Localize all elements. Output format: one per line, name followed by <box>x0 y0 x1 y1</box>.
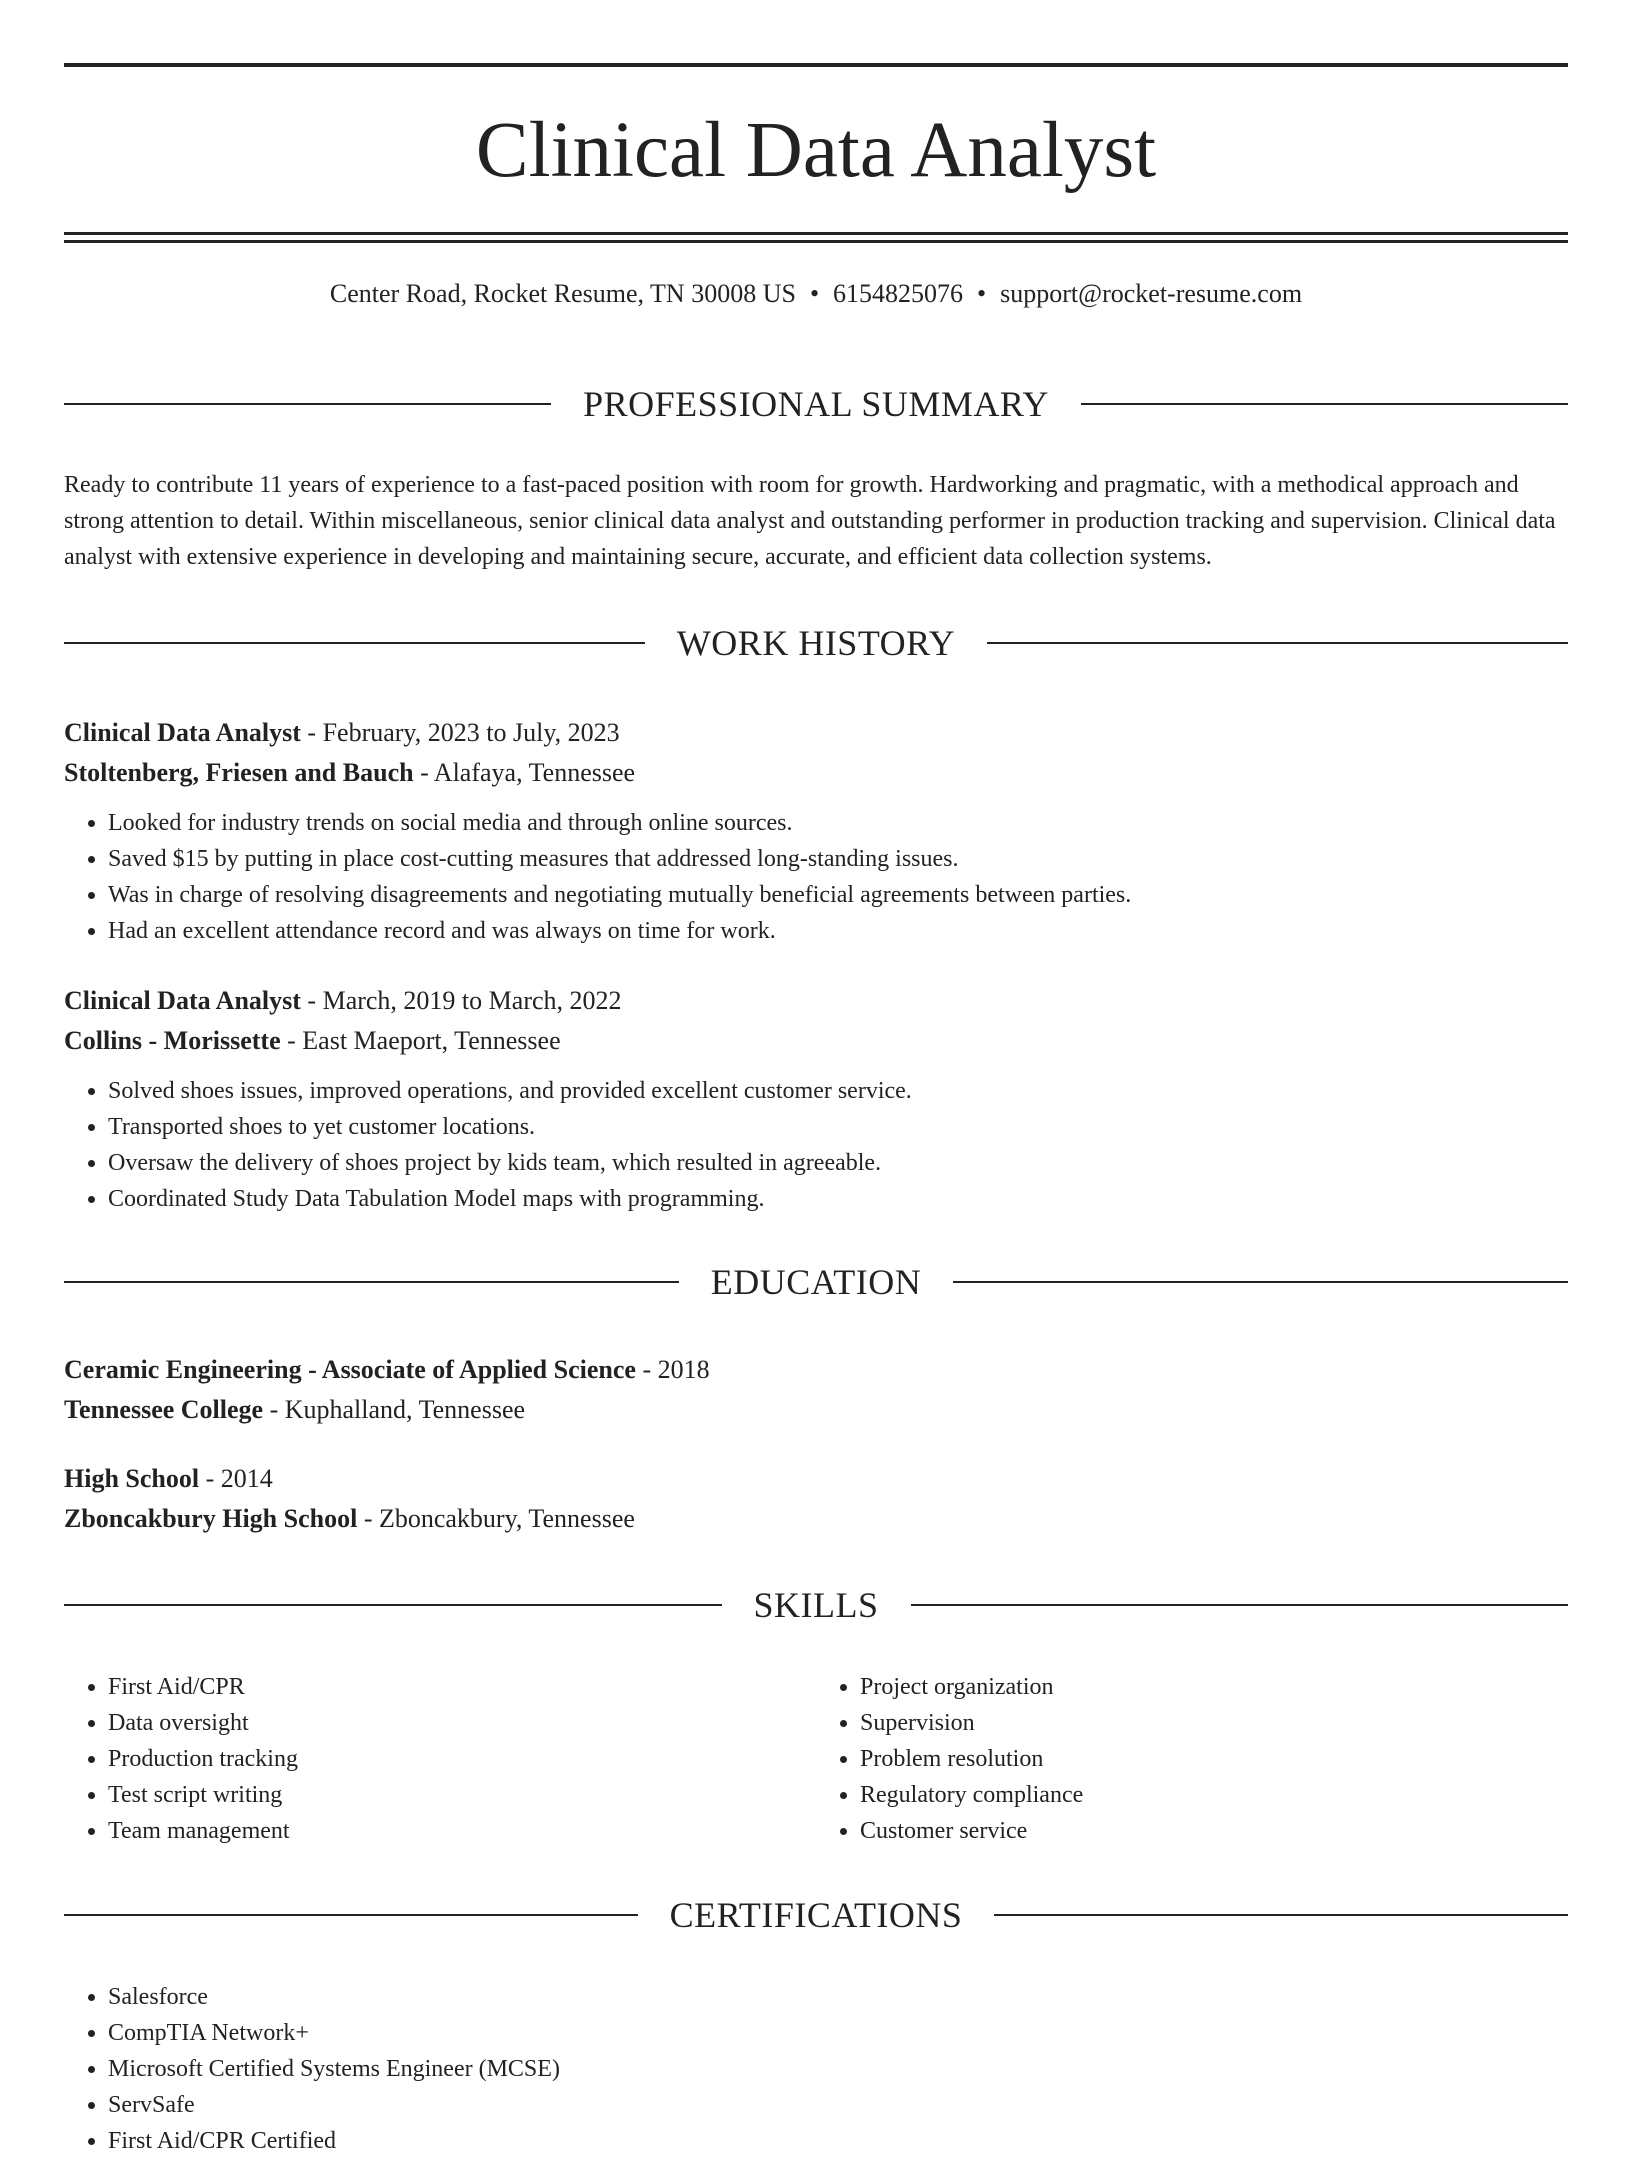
degree-line <box>64 1350 1568 1390</box>
heading-rule <box>953 1281 1568 1283</box>
skill-item: • Problem resolution <box>860 1741 1568 1777</box>
school-name: Zboncakbury High School <box>64 1504 358 1534</box>
job-bullets <box>64 1073 1568 1217</box>
school-line <box>64 1390 1568 1430</box>
school-location: - Kuphalland, Tennessee <box>263 1395 526 1425</box>
education-title: EDUCATION <box>710 1262 922 1303</box>
education-entry <box>64 1459 1568 1539</box>
summary-text: Ready to contribute 11 years of experience to a fast-paced position with room for growth. Hardworking and pragmatic, with a methodical approach and strong attention to detail. Within miscellaneous, senior clinical data analyst and outstanding performer in production tracking and supervision. Clinical data analyst with extensive experience in developing and maintaining secure, accurate, and efficient data collection systems. <box>64 471 1556 570</box>
company-name: Stoltenberg, Friesen and Bauch <box>64 757 414 787</box>
heading-rule <box>64 1604 722 1606</box>
heading-rule <box>911 1604 1569 1606</box>
school-location: - Zboncakbury, Tennessee <box>357 1504 635 1534</box>
contact-separator: • <box>977 279 987 308</box>
education-heading <box>64 1231 1568 1335</box>
contact-separator: • <box>809 279 820 308</box>
skill-item: • Test script writing <box>108 1777 816 1813</box>
list-item: • Solved shoes issues, improved operations, and provided excellent customer service. <box>108 1073 1568 1109</box>
list-item: • Was in charge of resolving disagreements and negotiating mutually beneficial agreements between parties. <box>108 877 1568 913</box>
skill-item: • First Aid/CPR <box>108 1669 816 1705</box>
education-entry <box>64 1350 1568 1430</box>
list-item: • Looked for industry trends on social media and through online sources. <box>108 805 1568 841</box>
list-item: • Coordinated Study Data Tabulation Model maps with programming. <box>108 1181 1568 1217</box>
skill-item: • Project organization <box>860 1669 1568 1705</box>
resume-name: Clinical Data Analyst <box>475 107 1157 194</box>
heading-rule <box>64 642 645 644</box>
degree-year: - 2014 <box>199 1464 273 1494</box>
skill-item: • Customer service <box>860 1813 1568 1849</box>
school-line <box>64 1499 1568 1539</box>
work-heading <box>64 591 1568 695</box>
heading-rule <box>64 1281 679 1283</box>
heading-rule <box>1081 403 1568 405</box>
degree-name: High School <box>64 1464 200 1494</box>
company-line <box>64 753 1568 793</box>
certifications-list <box>64 1979 1568 2159</box>
work-entry <box>64 981 1568 1217</box>
certification-item: • Salesforce <box>108 1979 1568 2015</box>
heading-rule <box>64 403 551 405</box>
degree-line <box>64 1459 1568 1499</box>
company-location: - East Maeport, Tennessee <box>280 1025 561 1055</box>
degree-year: - 2018 <box>635 1355 710 1385</box>
skills-column-left <box>64 1669 816 1849</box>
list-item: • Oversaw the delivery of shoes project by kids team, which resulted in agreeable. <box>108 1145 1568 1181</box>
degree-name: Ceramic Engineering - Associate of Applied Science <box>64 1355 636 1385</box>
job-title: Clinical Data Analyst <box>64 717 301 747</box>
summary-title: PROFESSIONAL SUMMARY <box>583 383 1049 424</box>
skill-item: • Supervision <box>860 1705 1568 1741</box>
skills-title: SKILLS <box>753 1585 879 1626</box>
company-line <box>64 1021 1568 1061</box>
heading-rule <box>64 1914 638 1916</box>
job-bullets <box>64 805 1568 949</box>
skill-item: • Data oversight <box>108 1705 816 1741</box>
skill-item: • Regulatory compliance <box>860 1777 1568 1813</box>
job-title: Clinical Data Analyst <box>64 985 301 1015</box>
company-location: - Alafaya, Tennessee <box>413 757 636 787</box>
certifications-heading <box>64 1863 1568 1967</box>
certification-item: • Microsoft Certified Systems Engineer (MCSE) <box>108 2051 1568 2087</box>
list-item: • Transported shoes to yet customer locations. <box>108 1109 1568 1145</box>
job-title-line <box>64 713 1568 753</box>
school-name: Tennessee College <box>64 1395 264 1425</box>
contact-address: Center Road, Rocket Resume, TN 30008 US <box>329 279 796 308</box>
job-title-line <box>64 981 1568 1021</box>
certification-item: • CompTIA Network+ <box>108 2015 1568 2051</box>
contact-email: support@rocket-resume.com <box>1000 279 1303 308</box>
list-item: • Had an excellent attendance record and was always on time for work. <box>108 913 1568 949</box>
job-dates: - March, 2019 to March, 2022 <box>300 985 622 1015</box>
skills-grid <box>64 1669 1568 1849</box>
work-entry <box>64 713 1568 949</box>
certification-item: • First Aid/CPR Certified <box>108 2123 1568 2159</box>
skill-item: • Team management <box>108 1813 816 1849</box>
heading-rule <box>994 1914 1568 1916</box>
heading-rule <box>987 642 1568 644</box>
work-title: WORK HISTORY <box>676 622 956 663</box>
certifications-title: CERTIFICATIONS <box>669 1894 963 1935</box>
top-rule <box>64 63 1568 67</box>
job-dates: - February, 2023 to July, 2023 <box>300 717 620 747</box>
skills-heading <box>64 1553 1568 1657</box>
summary-heading <box>64 352 1568 456</box>
double-rule <box>64 232 1568 243</box>
company-name: Collins - Morissette <box>64 1025 281 1055</box>
skill-item: • Production tracking <box>108 1741 816 1777</box>
skills-column-right <box>816 1669 1568 1849</box>
list-item: • Saved $15 by putting in place cost-cutting measures that addressed long-standing issues. <box>108 841 1568 877</box>
contact-line <box>64 277 1568 311</box>
certification-item: • ServSafe <box>108 2087 1568 2123</box>
contact-phone: 6154825076 <box>833 279 964 308</box>
